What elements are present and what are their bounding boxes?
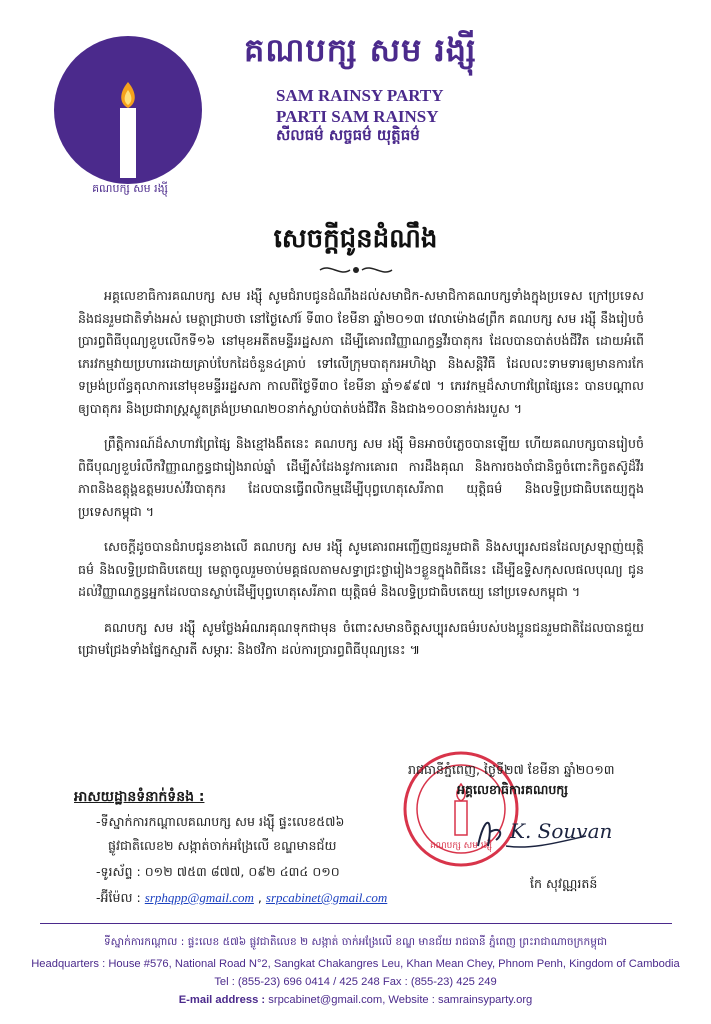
paragraph: ព្រឹត្តិការណ៍ដ៏សាហាវព្រៃផ្សៃ និងខ្មៅងងឹតនេះ គណបក្ស សម រង្ស៊ី មិនអាចបំភ្លេចបានឡើយ ហើយគណបក្សបានរៀបចំពិធីបុណ្យខួបរំលឹកវិញ្ញាណក្ខន្ធជារៀងរាល់ឆ្នាំ ដើម្បីសំដែងនូវការគោរព ការដឹងគុណ និងការចងចាំជានិច្ចចំពោះកិច្ចតស៊ូដ៏វីរភាពនិងឧត្ដុង្គឧត្ដមរបស់វីរបាតុករ ដែលបានធ្វើពលិកម្មដើម្បីបុព្វហេតុសេរីភាព យុត្តិធម៌ និងលទ្ធិប្រជាធិបតេយ្យក្នុងប្រទេសកម្ពុជា ។	[78, 436, 644, 519]
party-motto: សីលធម៌ សច្ចធម៌ យុត្តិធម៌	[276, 126, 420, 144]
svg-text:K. Souvan: K. Souvan	[510, 819, 613, 843]
contact-address-line-1: -ទីស្នាក់ការកណ្ដាលគណបក្ស សម រង្ស៊ី ផ្ទះលេខ៥៧៦	[96, 814, 345, 829]
paragraph: អគ្គលេខាធិការគណបក្ស សម រង្ស៊ី សូមជំរាបជូនដំណឹងដល់សមាជិក-សមាជិកាគណបក្សទាំងក្នុងប្រទេស ក្រៅប្រទេស និងជនរួមជាតិទាំងអស់ មេត្តាជ្រាបថា នៅថ្ងៃសៅរ៍ ទី៣០ ខែមីនា ឆ្នាំ២០១៣ វេលាម៉ោង៨ព្រឹក គណបក្ស សម រង្ស៊ី នឹងរៀបចំប្រារព្ធពិធីបុណ្យខួបលើកទី១៦ នៅមុខអតីតមន្ទីររដ្ឋសភា ដើម្បីគោរពវិញ្ញាណក្ខន្ធវីរបាតុករ ដែលបានបាត់បង់ជីវិត ដោយអំពើភេរវកម្មវាយប្រហារដោយគ្រាប់បែកដៃចំនួន៤គ្រាប់ ទៅលើក្រុមបាតុករអហិង្សា និងសន្តិវិធី ដែលលះទាមទារឲ្យមានការកែទម្រង់ប្រព័ន្ធតុលាការនៅមុខមន្ទីររដ្ឋសភា កាលពីថ្ងៃទី៣០ ខែមីនា ឆ្នាំ១៩៩៧ ។ ភេរវកម្មដ៏សាហាវព្រៃផ្សៃនេះ បានបណ្ដាលឲ្យបាតុករ និងប្រជារាស្ត្រស្លូតត្រង់ប្រមាណ២០នាក់ស្លាប់បាត់បង់ជីវិត និងជាង១០០នាក់រងរបួស ។	[78, 288, 644, 416]
email-separator: ,	[253, 890, 266, 905]
contact-address-line-2: ផ្លូវជាតិលេខ២ សង្កាត់ចាក់អង្រែលើ ខណ្ឌមានជ័យ	[108, 838, 337, 853]
footer-email[interactable]: srpcabinet@gmail.com	[268, 994, 383, 1006]
stamp-caption: គណបក្ស សម រង្ស៊ី	[429, 841, 493, 851]
footer-contact-row	[0, 994, 711, 1006]
contact-phone: -ទូរស័ព្ទ : ០១២ ៧៥៣ ៨៧៧, ០៩២ ៤៣៤ ០១០	[96, 864, 340, 879]
party-name-english: SAM RAINSY PARTY	[276, 86, 444, 105]
sign-date: រាជធានីភ្នំពេញ, ថ្ងៃទី២៧ ខែមីនា ឆ្នាំ២០១៣	[408, 762, 615, 777]
paragraph: សេចក្ដីដូចបានជំរាបជូនខាងលើ គណបក្ស សម រង្ស៊ី សូមគោរពអញ្ជើញជនរួមជាតិ និងសប្បុរសជនដែលស្រឡាញ់យុត្តិធម៌ និងលទ្ធិប្រជាធិបតេយ្យ មេត្តាចូលរួមចាប់មគ្គផលតាមសទ្ធាជ្រះថ្លារៀងៗខ្លួនក្នុងពិធីនេះ ដើម្បីឧទ្ទិសកុសលផលបុណ្យ ជូនដល់វិញ្ញាណក្ខន្ធអ្នកដែលបានស្លាប់ដើម្បីបុព្វហេតុសេរីភាព យុត្តិធម៌ និងលទ្ធិប្រជាធិបតេយ្យ នៅប្រទេសកម្ពុជា ។	[78, 539, 644, 599]
paragraph: គណបក្ស សម រង្ស៊ី សូមថ្លែងអំណរគុណទុកជាមុន ចំពោះសមានចិត្តសប្បុរសធម៌របស់បងប្អូនជនរួមជាតិដែលបានជួយជ្រោមជ្រែងទាំងផ្នែកស្មារតី សម្ភារៈ និងថវិកា ដល់ការប្រារព្ធពិធីបុណ្យនេះ ៕	[78, 619, 644, 657]
logo-caption: គណបក្ស សម រង្ស៊ី	[92, 182, 168, 195]
party-logo	[48, 30, 218, 200]
document-title: សេចក្ដីជូនដំណឹង	[273, 224, 438, 254]
ornament-divider	[318, 263, 394, 277]
footer-email-label: E-mail address :	[178, 994, 269, 1006]
contact-heading: អាសយដ្ឋានទំនាក់ទំនង :	[74, 789, 205, 805]
footer-phone-fax: Tel : (855-23) 696 0414 / 425 248 Fax : (855-23) 425 249	[214, 976, 497, 988]
document-body	[78, 285, 644, 675]
email-link-hq[interactable]: srphqpp@gmail.com	[144, 890, 254, 905]
footer-website-label: , Website :	[382, 994, 438, 1006]
party-name-khmer: គណបក្ស សម រង្ស៊ី	[244, 31, 477, 69]
footer-website[interactable]: samrainsyparty.org	[437, 994, 533, 1006]
footer-address-english: Headquarters : House #576, National Road N°2, Sangkat Chakangres Leu, Khan Mean Chey, Phnom Penh, Kingdom of Cambodia	[31, 958, 680, 970]
handwritten-signature	[470, 806, 613, 856]
footer-divider	[40, 923, 672, 924]
footer-address-khmer: ទីស្នាក់ការកណ្ដាល : ផ្ទះលេខ ៥៧៦ ផ្លូវជាតិលេខ ២ សង្កាត់ ចាក់អង្រែលើ ខណ្ឌ មានជ័យ រាជធានី ភ្នំពេញ ព្រះរាជាណាចក្រកម្ពុជា	[103, 936, 608, 948]
signatory-name: កែ សុវណ្ណរតន៍	[530, 876, 598, 891]
party-name-french: PARTI SAM RAINSY	[276, 107, 439, 126]
candle-icon	[120, 108, 136, 178]
contact-email-row	[96, 890, 387, 909]
email-link-cabinet[interactable]: srpcabinet@gmail.com	[265, 890, 388, 905]
signatory-title: អគ្គលេខាធិការគណបក្ស	[457, 782, 569, 797]
contact-email-label: -អ៊ីម៉ែល :	[96, 890, 145, 905]
stamp-candle-icon	[455, 801, 467, 835]
